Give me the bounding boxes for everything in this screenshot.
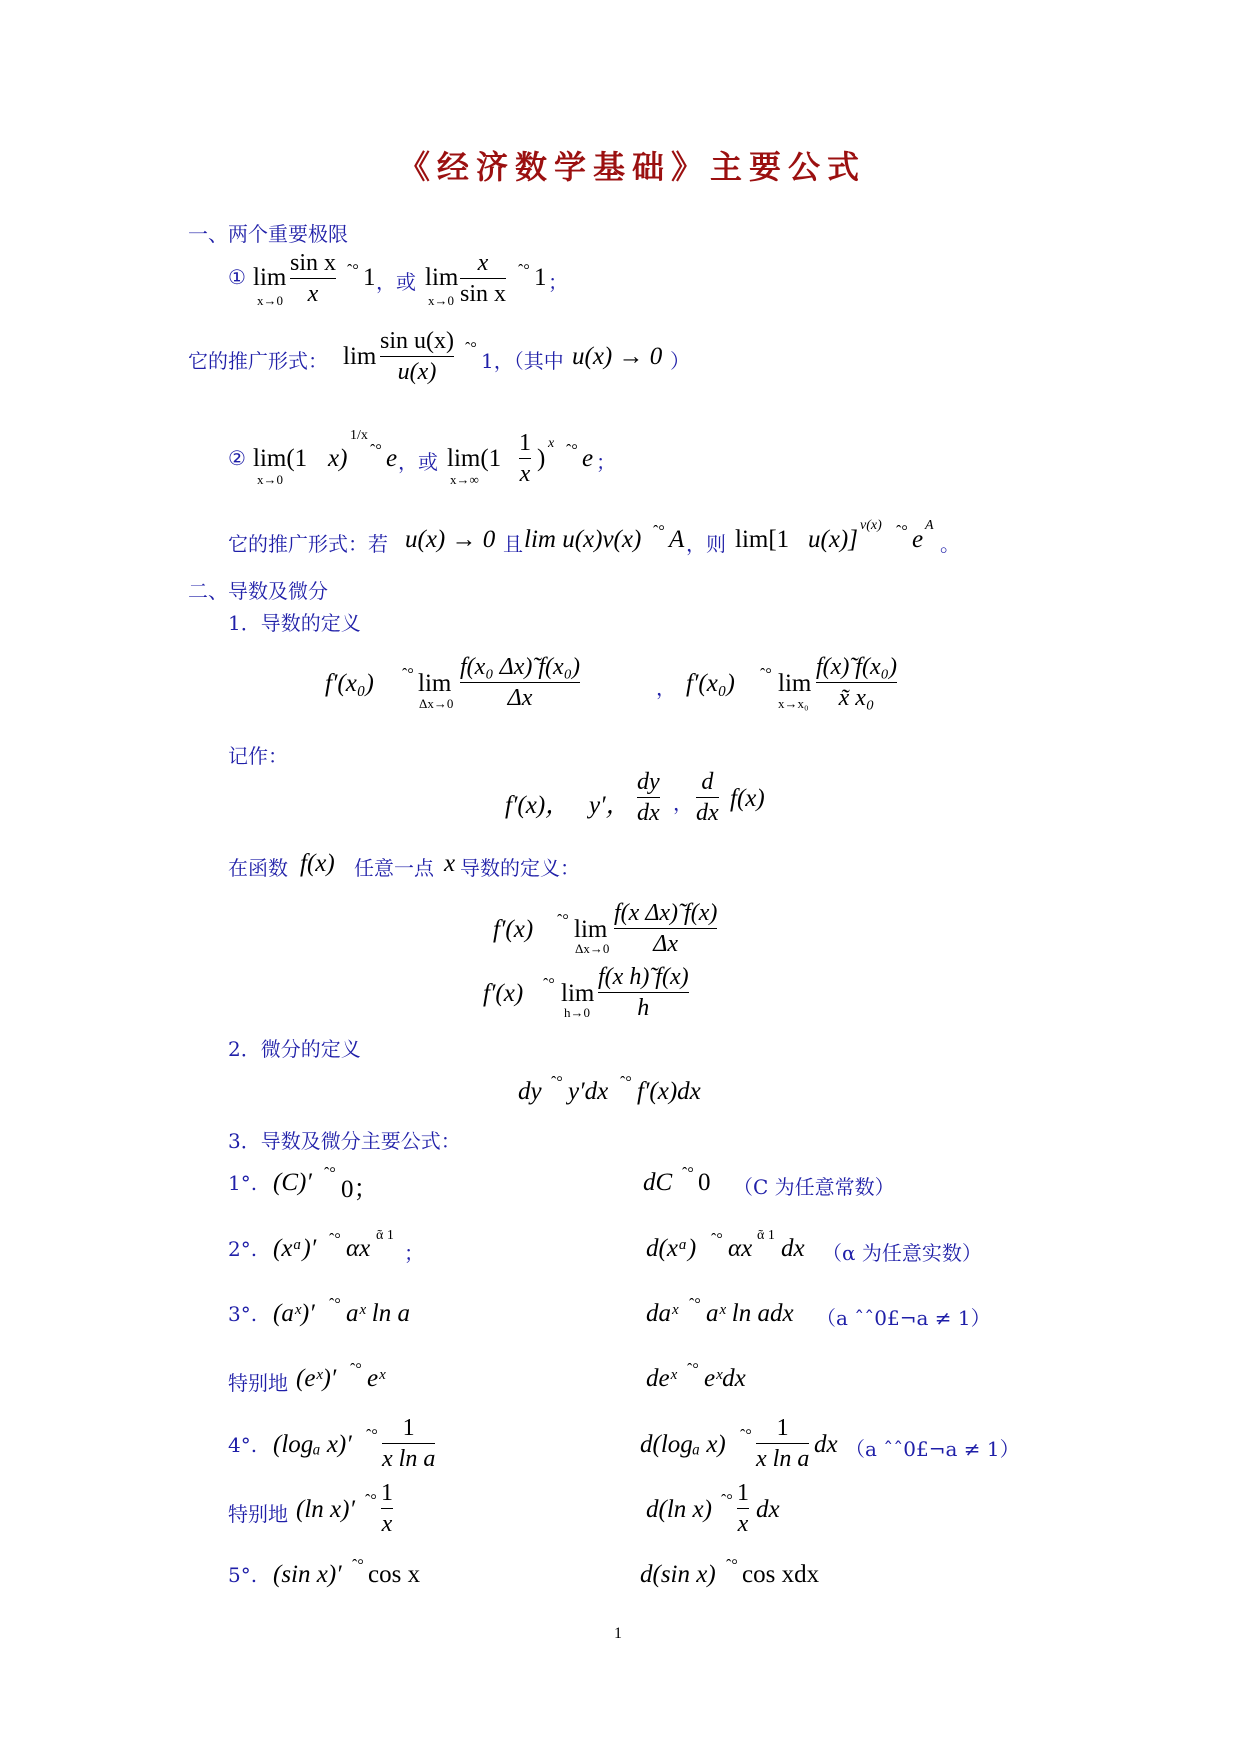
gen2-label: 它的推广形式：若 <box>228 532 388 556</box>
anypoint-fx: f(x) <box>300 850 335 877</box>
right-dx: dx <box>781 1235 805 1262</box>
lim-bracket: lim[1 <box>735 526 790 553</box>
lim-operator: lim <box>561 980 595 1007</box>
denominator: x <box>737 1511 749 1537</box>
notation-fprime: f′(x)， <box>505 792 571 819</box>
fraction-anypoint-2 <box>598 962 689 1023</box>
subheading-differential-def: 2．微分的定义 <box>228 1037 361 1061</box>
equals-garbled: ˆ° <box>465 340 477 357</box>
lim-subscript: x→0 <box>257 293 283 308</box>
subheading-derivative-def: 1．导数的定义 <box>228 611 361 635</box>
lim-uv: lim u(x)v(x) <box>524 526 642 553</box>
right-lhs: d(logₐ x) <box>640 1431 726 1458</box>
anypoint-text-b: 任意一点 <box>354 856 434 880</box>
equals-garbled: ˆ° <box>740 1427 752 1444</box>
denominator: x <box>519 461 531 487</box>
value-one: 1 <box>363 264 376 291</box>
fprime-dx: f′(x)dx <box>637 1078 701 1105</box>
denominator: x̃ x₀ <box>838 685 875 711</box>
equals-garbled: ˆ° <box>682 1165 694 1182</box>
fraction-diff-quotient-1 <box>460 652 580 713</box>
equals-garbled: ˆ° <box>370 442 382 459</box>
equals-garbled: ˆ° <box>687 1361 699 1378</box>
denominator: x <box>307 281 319 307</box>
e-constant: e <box>582 445 594 472</box>
fraction-diff-quotient-2 <box>816 652 897 713</box>
equals-garbled: ˆ° <box>350 1361 362 1378</box>
denominator: dx <box>637 800 660 826</box>
row-note: （α 为任意实数） <box>822 1241 982 1265</box>
equals-garbled: ˆ° <box>760 666 772 683</box>
equals-garbled: ˆ° <box>551 1074 563 1091</box>
and-text: 且 <box>503 532 523 556</box>
formula-mark: ② <box>228 446 246 470</box>
equals-garbled: ˆ° <box>726 1557 738 1574</box>
comma: ， <box>656 676 676 700</box>
fraction-one-over-x <box>519 428 531 489</box>
value-one: 1 <box>534 264 547 291</box>
row-mark: 特别地 <box>228 1371 288 1395</box>
exponent-one-over-x: 1/x <box>350 428 368 443</box>
notation-yprime: y′， <box>589 792 631 819</box>
numerator: f(x)̃ f(x₀) <box>816 654 897 680</box>
right-lhs: d(ln x) <box>646 1496 712 1523</box>
numerator: 1 <box>737 1480 749 1506</box>
close-paren: ) <box>537 445 546 472</box>
section-heading-limits: 一、两个重要极限 <box>188 222 348 246</box>
numerator: 1 <box>776 1415 789 1441</box>
lim-operator: lim <box>574 916 608 943</box>
numerator: f(x Δx)̃ f(x) <box>614 900 718 926</box>
row-mark: 4°. <box>228 1433 258 1457</box>
gen-label: 它的推广形式： <box>188 349 328 373</box>
formula-mark: ① <box>228 265 246 289</box>
left-rhs: eˣ <box>367 1365 386 1392</box>
denominator: Δx <box>653 931 679 957</box>
equals-garbled: ˆ° <box>365 1492 377 1509</box>
equals-garbled: ˆ° <box>347 262 359 279</box>
fraction-x-over-sinx <box>460 248 506 309</box>
e-constant: e <box>386 445 398 472</box>
anypoint-text-c: 导数的定义： <box>460 856 580 880</box>
e-constant: e <box>912 526 924 553</box>
numerator: f(x h)̃ f(x) <box>598 964 689 990</box>
numerator: f(x₀ Δx)̃ f(x₀) <box>460 654 581 680</box>
numerator: dy <box>637 769 660 795</box>
right-lhs: d(xᵅ) <box>646 1235 697 1262</box>
equals-garbled: ˆ° <box>329 1231 341 1248</box>
row-mark: 3°. <box>228 1302 258 1326</box>
fprime-x0: f′(x₀) <box>686 670 735 697</box>
fprime-x: f′(x) <box>483 980 524 1007</box>
lim-subscript: x→x₀ <box>778 696 809 711</box>
denominator: x <box>381 1511 393 1537</box>
u-bracket: u(x)] <box>808 526 858 553</box>
subheading-main-formulas: 3．导数及微分主要公式： <box>228 1129 461 1153</box>
or-text: ，或 <box>376 270 416 294</box>
period: 。 <box>940 532 960 556</box>
denominator: h <box>637 995 650 1021</box>
numerator: d <box>701 769 714 795</box>
u-to-zero: u(x) → 0 <box>572 343 663 370</box>
lim-subscript: h→0 <box>564 1005 590 1020</box>
lim-operator: lim <box>425 264 459 291</box>
left-lhs: (xᵅ)′ <box>273 1235 317 1262</box>
equals-garbled: ˆ° <box>402 666 414 683</box>
left-lhs: (aˣ)′ <box>273 1300 315 1327</box>
equals-garbled: ˆ° <box>329 1296 341 1313</box>
exponent-vx: v(x) <box>860 518 882 533</box>
lim-subscript: Δx→0 <box>575 941 610 956</box>
left-lhs: (logₐ x)′ <box>273 1431 352 1458</box>
row-note: （C 为任意常数） <box>733 1175 895 1199</box>
numerator: x <box>477 250 489 276</box>
fprime-x0: f′(x₀) <box>325 670 374 697</box>
numerator: 1 <box>402 1415 415 1441</box>
equals-garbled: ˆ° <box>711 1231 723 1248</box>
numerator: sin u(x) <box>380 328 454 354</box>
right-alpha-x: αx <box>728 1235 753 1262</box>
semicolon: ； <box>596 450 616 474</box>
denominator: x ln a <box>382 1446 436 1472</box>
semicolon: ； <box>404 1241 424 1265</box>
row-mark: 5°. <box>228 1563 258 1587</box>
left-lhs: (eˣ)′ <box>296 1365 337 1392</box>
fraction-one-over-x <box>381 1478 393 1539</box>
right-dx: dx <box>756 1496 780 1523</box>
lim-subscript: x→0 <box>257 472 283 487</box>
numerator: 1 <box>381 1480 393 1506</box>
equals-garbled: ˆ° <box>566 442 578 459</box>
equals-garbled: ˆ° <box>557 912 569 929</box>
fprime-x: f′(x) <box>493 916 534 943</box>
numerator: 1 <box>519 430 531 456</box>
right-rhs: aˣ ln adx <box>706 1300 794 1327</box>
right-lhs: deˣ <box>646 1365 677 1392</box>
equals-garbled: ˆ° <box>896 523 908 540</box>
denominator: Δx <box>507 685 533 711</box>
lim-subscript: x→∞ <box>450 472 479 487</box>
denominator: dx <box>696 800 719 826</box>
left-lhs: (C)′ <box>273 1169 312 1196</box>
notation-label: 记作： <box>228 744 288 768</box>
right-exponent: ᾶ 1 <box>757 1228 775 1243</box>
left-rhs: 0； <box>341 1176 379 1203</box>
left-lhs: (sin x)′ <box>273 1561 342 1588</box>
lim-operator: lim <box>253 264 287 291</box>
equals-garbled: ˆ° <box>366 1427 378 1444</box>
then-text: ，则 <box>686 532 726 556</box>
lim-operator: lim <box>778 670 812 697</box>
left-alpha-x: αx <box>346 1235 371 1262</box>
row-note: （a ˆˆ0£¬a ≠ 1） <box>816 1306 991 1330</box>
equals-garbled: ˆ° <box>653 523 665 540</box>
row-mark: 特别地 <box>228 1502 288 1526</box>
fraction-dy-dx <box>637 767 660 828</box>
numerator: sin x <box>290 250 337 276</box>
row-mark: 1°. <box>228 1171 258 1195</box>
exponent-x: x <box>548 436 555 451</box>
x-paren: x) <box>328 445 348 472</box>
lim-subscript: Δx→0 <box>419 696 454 711</box>
lim-one-plus: lim(1 <box>447 445 502 472</box>
fraction-one-over-xlna <box>382 1413 435 1474</box>
row-note: （a ˆˆ0£¬a ≠ 1） <box>845 1437 1020 1461</box>
right-rhs: cos xdx <box>742 1561 820 1588</box>
fraction-anypoint-1 <box>614 898 717 959</box>
or-text: ，或 <box>398 450 438 474</box>
equals-garbled: ˆ° <box>543 976 555 993</box>
lim-operator: lim <box>418 670 452 697</box>
equals-garbled: ˆ° <box>518 262 530 279</box>
A-value: A <box>669 526 685 553</box>
exponent-A: A <box>925 518 934 533</box>
denominator: u(x) <box>397 359 437 385</box>
lim-operator: lim <box>343 343 377 370</box>
left-rhs: cos x <box>368 1561 421 1588</box>
fraction-d-dx <box>696 767 719 828</box>
fraction-sinu-over-u <box>380 326 454 387</box>
equals-garbled: ˆ° <box>352 1557 364 1574</box>
equals-garbled: ˆ° <box>324 1165 336 1182</box>
comma: ， <box>673 791 693 815</box>
gen-paren: 1，（其中 <box>481 349 564 373</box>
page-title: 《经济数学基础》主要公式 <box>398 148 867 186</box>
u-to-zero: u(x) → 0 <box>405 526 496 553</box>
lim-one-plus: lim(1 <box>253 445 308 472</box>
fraction-one-over-xlna <box>756 1413 809 1474</box>
dy: dy <box>518 1078 542 1105</box>
anypoint-text-a: 在函数 <box>228 856 288 880</box>
right-lhs: dC <box>643 1169 673 1196</box>
fraction-one-over-x <box>737 1478 749 1539</box>
right-lhs: d(sin x) <box>640 1561 716 1588</box>
left-exponent: ᾶ 1 <box>376 1228 394 1243</box>
left-rhs: aˣ ln a <box>346 1300 411 1327</box>
semicolon: ； <box>548 270 568 294</box>
notation-fx: f(x) <box>730 785 765 812</box>
equals-garbled: ˆ° <box>689 1296 701 1313</box>
denominator: x ln a <box>756 1446 810 1472</box>
equals-garbled: ˆ° <box>721 1492 733 1509</box>
page-number: 1 <box>614 1625 622 1642</box>
denominator: sin x <box>460 281 507 307</box>
fraction-sinx-over-x <box>290 248 336 309</box>
section-heading-derivatives: 二、导数及微分 <box>188 579 328 603</box>
lim-subscript: x→0 <box>428 293 454 308</box>
close-paren: ） <box>670 349 690 373</box>
right-rhs: eˣdx <box>704 1365 746 1392</box>
row-mark: 2°. <box>228 1237 258 1261</box>
anypoint-x: x <box>444 850 456 877</box>
right-dx: dx <box>814 1431 838 1458</box>
equals-garbled: ˆ° <box>620 1074 632 1091</box>
right-lhs: daˣ <box>646 1300 679 1327</box>
left-lhs: (ln x)′ <box>296 1496 355 1523</box>
yprime-dx: y′dx <box>568 1078 609 1105</box>
right-rhs: 0 <box>698 1169 711 1196</box>
